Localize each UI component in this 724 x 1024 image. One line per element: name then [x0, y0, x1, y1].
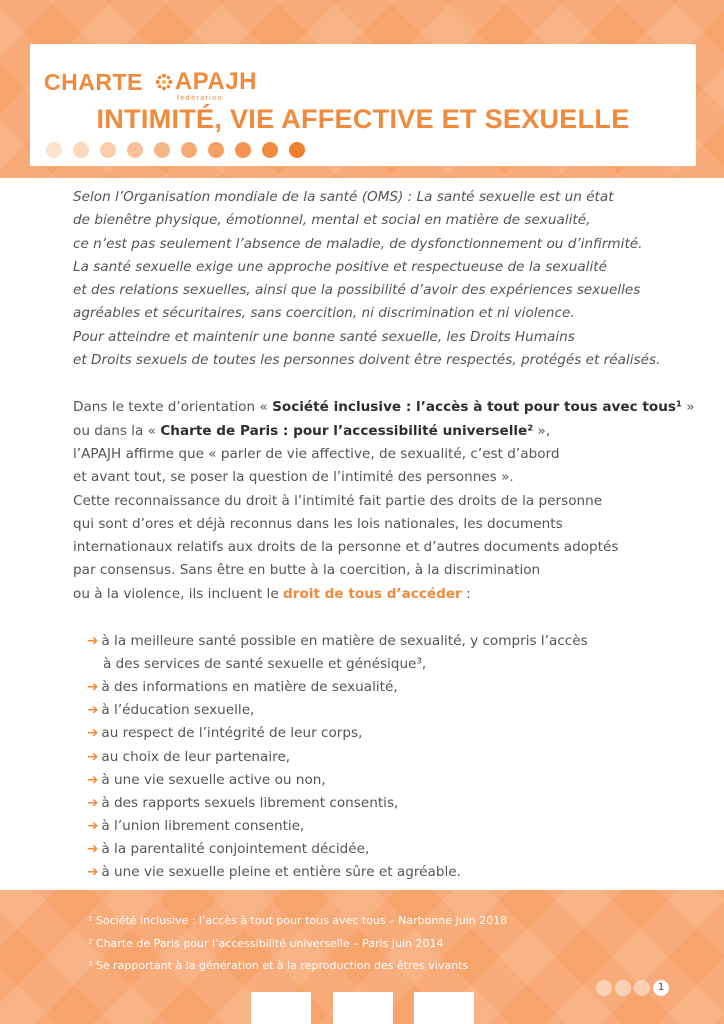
arrow-icon: ➔ [87, 817, 99, 834]
bottom-tab [333, 992, 393, 1024]
page-title: INTIMITÉ, VIE AFFECTIVE ET SEXUELLE [96, 104, 630, 134]
list-item-text: à des informations en matière de sexualité, [101, 679, 398, 696]
orientation-line [73, 420, 673, 443]
arrow-icon: ➔ [87, 633, 99, 650]
orientation-line: qui sont d’ores et déjà reconnus dans les lois nationales, les documents [73, 515, 563, 532]
list-item-text: à une vie sexuelle active ou non, [101, 771, 326, 788]
decorative-dot [73, 142, 89, 158]
header-card [30, 44, 696, 166]
oms-definition [73, 186, 673, 372]
arrow-icon: ➔ [87, 771, 99, 788]
logo-text: APAJH [174, 68, 257, 95]
arrow-icon: ➔ [87, 748, 99, 765]
orientation-line: et avant tout, se poser la question de l’intimité des personnes ». [73, 469, 514, 486]
list-item-text: au choix de leur partenaire, [101, 748, 291, 765]
rights-list [73, 630, 673, 884]
text-span: Dans le texte d’orientation « [73, 399, 273, 416]
text-span: : [461, 585, 471, 602]
list-item [87, 861, 673, 884]
list-item [87, 722, 673, 745]
list-item-text: à des services de santé sexuelle et génésique³, [103, 656, 427, 673]
arrow-icon: ➔ [87, 863, 99, 880]
decorative-dot [154, 142, 170, 158]
flower-icon [155, 73, 173, 91]
orientation-paragraph [73, 396, 695, 606]
list-item-continuation [87, 653, 673, 676]
intro-line: agréables et sécuritaires, sans coercition, ni discrimination et ni violence. [73, 305, 575, 322]
list-item [87, 815, 673, 838]
list-item [87, 792, 673, 815]
apajh-logo [155, 68, 257, 102]
list-item [87, 676, 673, 699]
footnote: ³ Se rapportant à la génération et à la reproduction des êtres vivants [88, 959, 469, 972]
intro-line: Selon l’Organisation mondiale de la santé (OMS) : La santé sexuelle est un état [73, 189, 614, 205]
orientation-line: Cette reconnaissance du droit à l’intimité fait partie des droits de la personne [73, 492, 603, 509]
arrow-icon: ➔ [87, 702, 99, 719]
orientation-line: internationaux relatifs aux droits de la personne et d’autres documents adoptés [73, 539, 619, 556]
list-item-text: à une vie sexuelle pleine et entière sûre et agréable. [101, 863, 461, 880]
main-content [73, 186, 695, 884]
decorative-dot [235, 142, 251, 158]
orientation-body [73, 443, 673, 583]
logo-subtitle: fédération [176, 95, 223, 102]
decorative-dot [262, 142, 278, 158]
decorative-dot [208, 142, 224, 158]
reference-charte-paris: Charte de Paris : pour l’accessibilité universelle² [160, 422, 534, 439]
page-dot [596, 980, 612, 996]
intro-line: de bienêtre physique, émotionnel, mental et social en matière de sexualité, [73, 212, 591, 229]
decorative-dot [289, 142, 305, 158]
text-span: », [533, 422, 551, 439]
list-item-text: à la meilleure santé possible en matière de sexualité, y compris l’accès [101, 633, 588, 650]
list-item [87, 769, 673, 792]
page-indicator [596, 980, 669, 996]
bottom-tab [251, 992, 311, 1024]
arrow-icon: ➔ [87, 679, 99, 696]
footnote: ¹ Société inclusive : l’accès à tout pour tous avec tous – Narbonne Juin 2018 [88, 914, 508, 927]
text-span: » [681, 399, 695, 416]
footnote: ² Charte de Paris pour l’accessibilité universelle – Paris Juin 2014 [88, 936, 444, 950]
orientation-line [73, 396, 695, 419]
orientation-line [73, 583, 673, 606]
page-dot [615, 980, 631, 996]
orientation-line: par consensus. Sans être en butte à la coercition, à la discrimination [73, 562, 541, 579]
footer-band [0, 890, 724, 1024]
intro-line: et des relations sexuelles, ainsi que la possibilité d’avoir des expériences sexuelles [73, 282, 641, 299]
arrow-icon: ➔ [87, 725, 99, 742]
list-item-text: au respect de l’intégrité de leur corps, [101, 725, 363, 742]
text-span: ou dans la « [73, 422, 161, 439]
arrow-icon: ➔ [87, 794, 99, 811]
list-item [87, 630, 673, 653]
charte-row [44, 68, 257, 102]
charte-label: CHARTE [44, 68, 143, 95]
intro-line: Pour atteindre et maintenir une bonne santé sexuelle, les Droits Humains [73, 328, 575, 345]
decorative-dot [46, 142, 62, 158]
text-span: ou à la violence, ils incluent le [73, 585, 284, 602]
list-item [87, 699, 673, 722]
intro-line: La santé sexuelle exige une approche positive et respectueuse de la sexualité [73, 258, 607, 275]
intro-line: ce n’est pas seulement l’absence de maladie, de dysfonctionnement ou d’infirmité. [73, 235, 643, 252]
list-item-text: à l’éducation sexuelle, [101, 702, 255, 719]
decorative-dot [100, 142, 116, 158]
header-band [0, 0, 724, 178]
intro-line: et Droits sexuels de toutes les personnes doivent être respectés, protégés et réalisés. [73, 352, 661, 369]
list-item-text: à l’union librement consentie, [101, 817, 305, 834]
list-item-text: à la parentalité conjointement décidée, [101, 840, 370, 857]
bottom-tab [414, 992, 474, 1024]
decorative-dot [181, 142, 197, 158]
page-number: 1 [653, 980, 669, 996]
footnotes [88, 910, 507, 978]
droit-highlight: droit de tous d’accéder [283, 585, 462, 602]
list-item [87, 838, 673, 861]
list-item [87, 746, 673, 769]
arrow-icon: ➔ [87, 840, 99, 857]
list-item-text: à des rapports sexuels librement consentis, [101, 794, 399, 811]
page-dot [634, 980, 650, 996]
decorative-dot [127, 142, 143, 158]
reference-societe-inclusive: Société inclusive : l’accès à tout pour tous avec tous¹ [272, 399, 682, 416]
orientation-line: l’APAJH affirme que « parler de vie affective, de sexualité, c’est d’abord [73, 445, 560, 462]
decorative-dots [46, 142, 305, 158]
